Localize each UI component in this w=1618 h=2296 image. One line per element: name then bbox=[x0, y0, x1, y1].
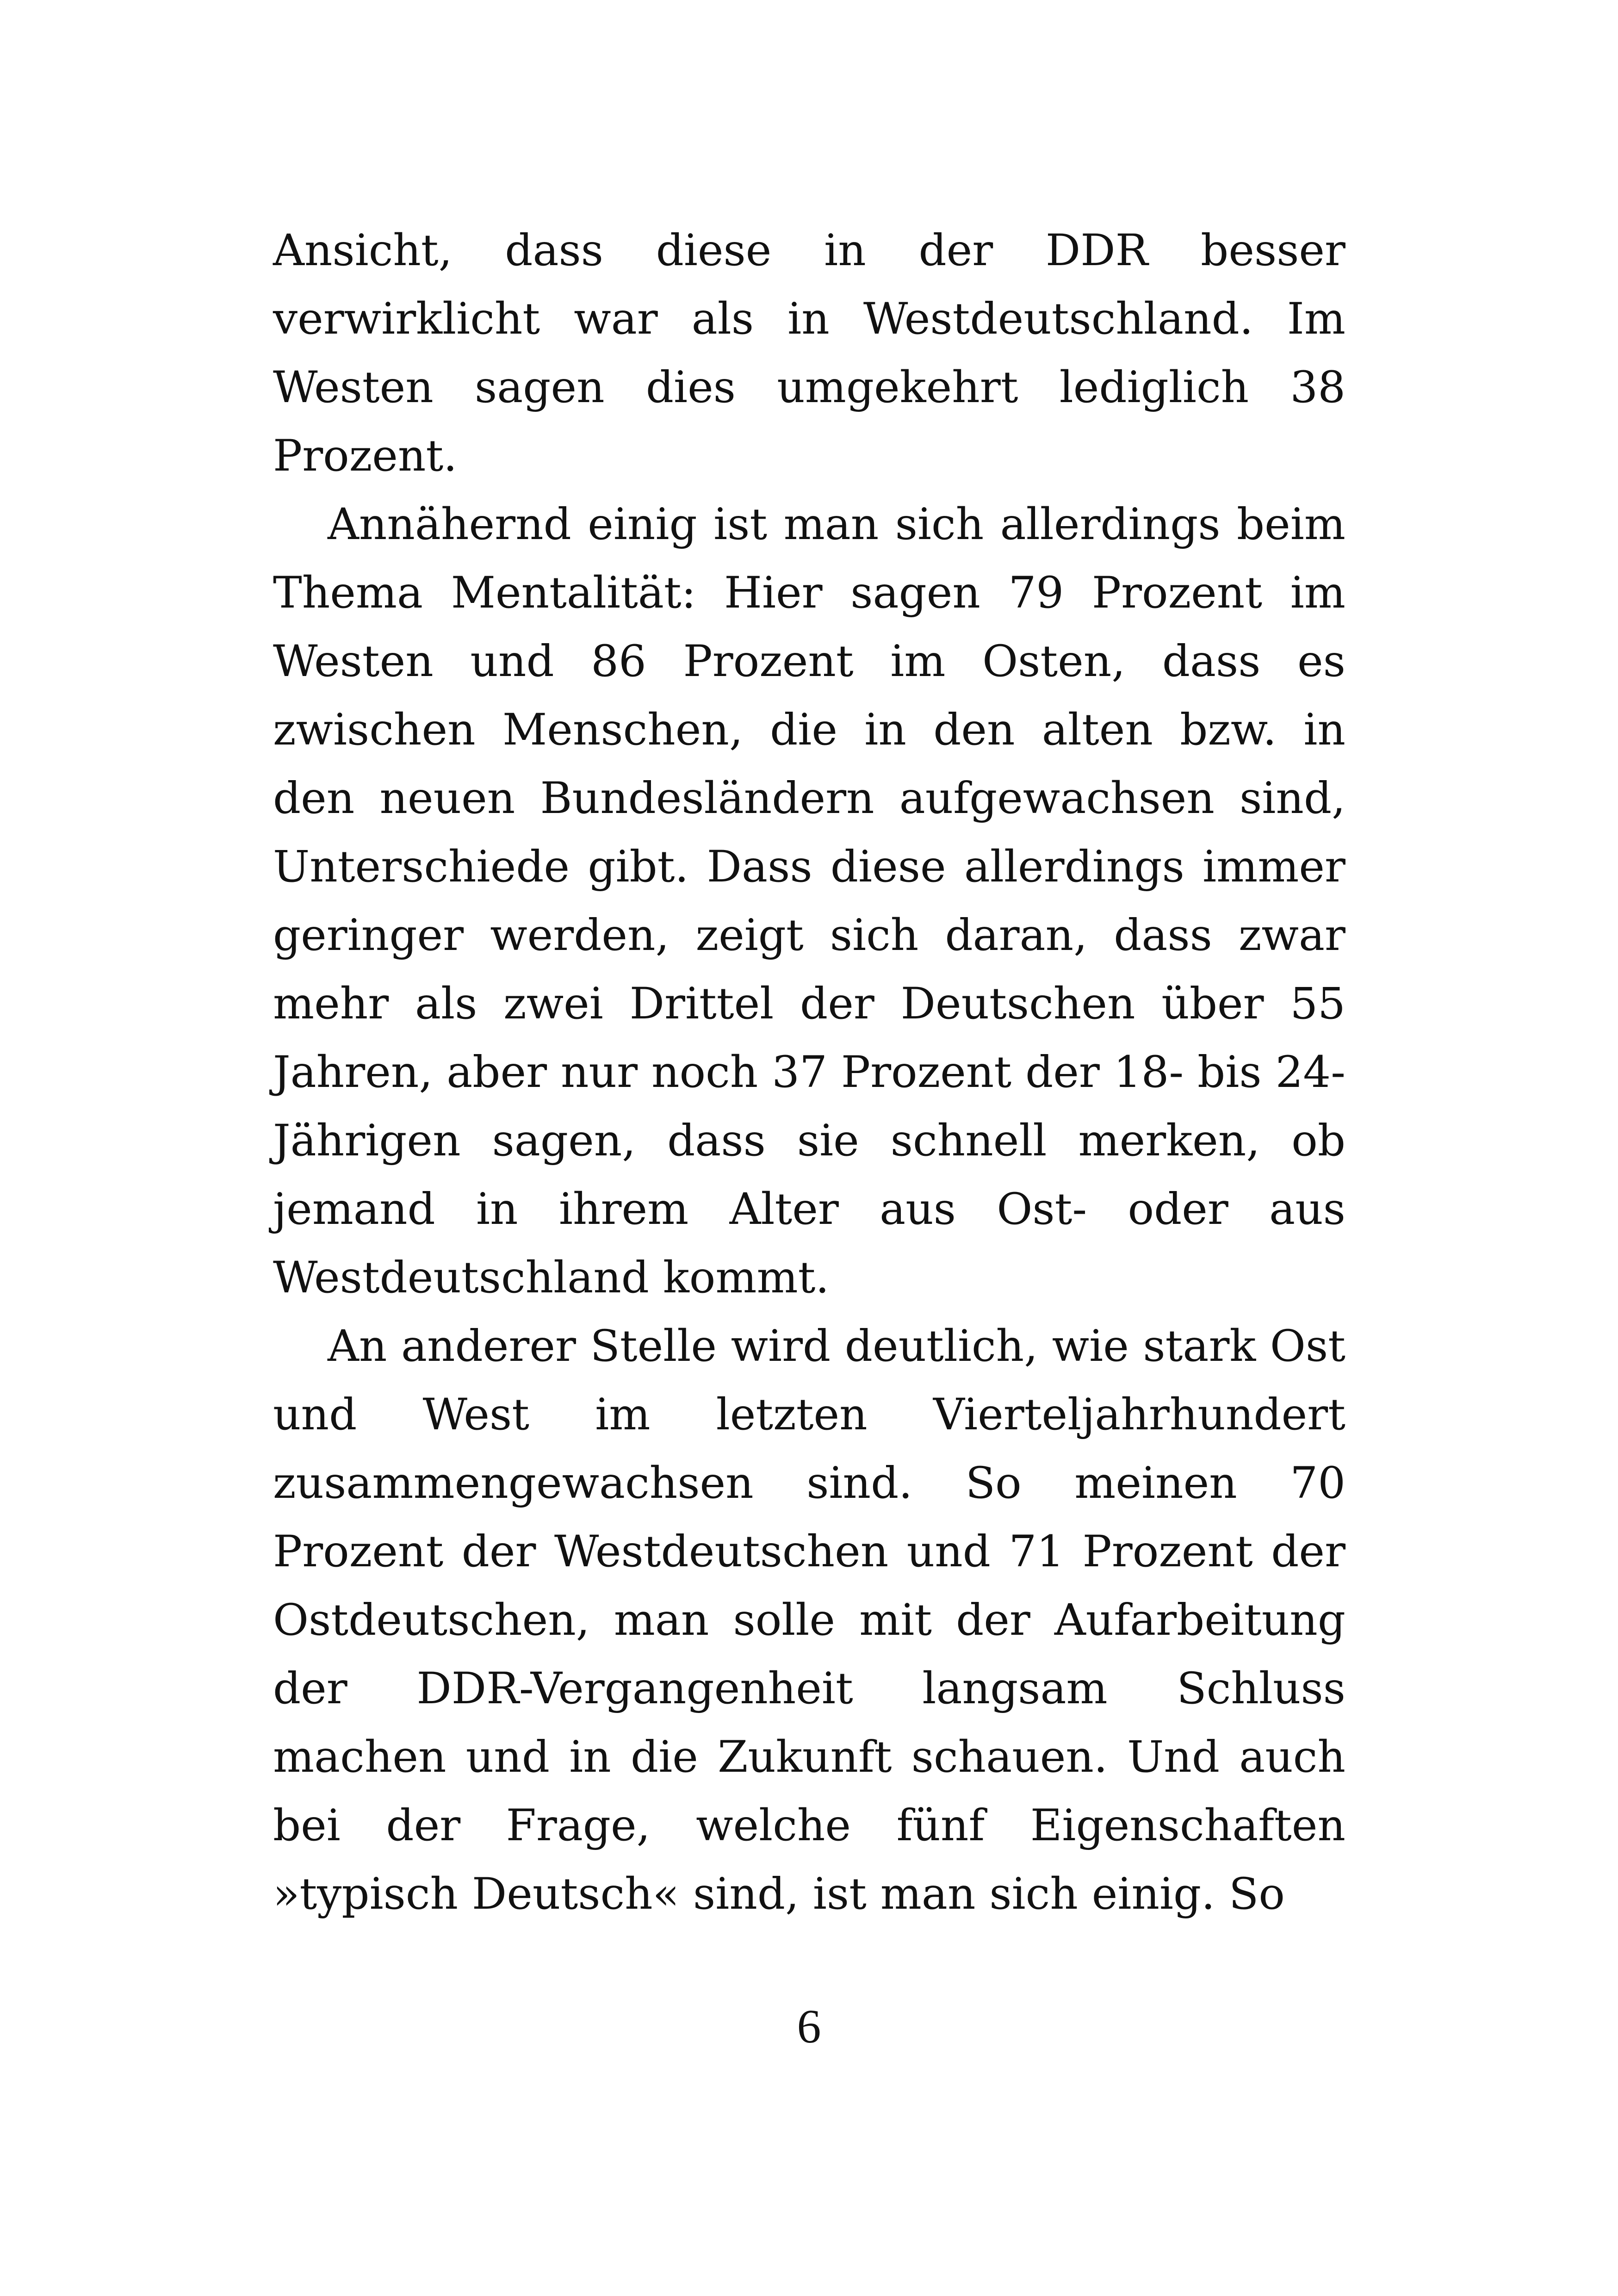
body-text bbox=[273, 217, 1345, 1929]
paragraph-3: An anderer Stelle wird deutlich, wie stark Ost und West im letzten Vierteljahrhundert zusammengewachsen sind. So meinen 70 Prozent der Westdeutschen und 71 Prozent der Ostdeutschen, man solle mit der Aufarbeitung der DDR-Vergangenheit langsam Schluss machen und in die Zukunft schauen. Und auch bei der Frage, welche fünf Eigenschaften »typisch Deutsch« sind, ist man sich einig. So bbox=[273, 1321, 1345, 1919]
paragraph-2: Annähernd einig ist man sich allerdings beim Thema Mentalität: Hier sagen 79 Prozent im Westen und 86 Prozent im Osten, dass es zwischen Menschen, die in den alten bzw. in den neuen Bundesländern aufgewachsen sind, Unterschiede gibt. Dass diese allerdings immer geringer werden, zeigt sich daran, dass zwar mehr als zwei Drittel der Deutschen über 55 Jahren, aber nur noch 37 Prozent der 18- bis 24-Jährigen sagen, dass sie schnell merken, ob jemand in ihrem Alter aus Ost- oder aus Westdeutschland kommt. bbox=[273, 499, 1345, 1303]
paragraph-1: Ansicht, dass diese in der DDR besser verwirklicht war als in Westdeutschland. Im Westen sagen dies umgekehrt lediglich 38 Prozent. bbox=[273, 225, 1345, 481]
page-number: 6 bbox=[797, 2000, 821, 2053]
